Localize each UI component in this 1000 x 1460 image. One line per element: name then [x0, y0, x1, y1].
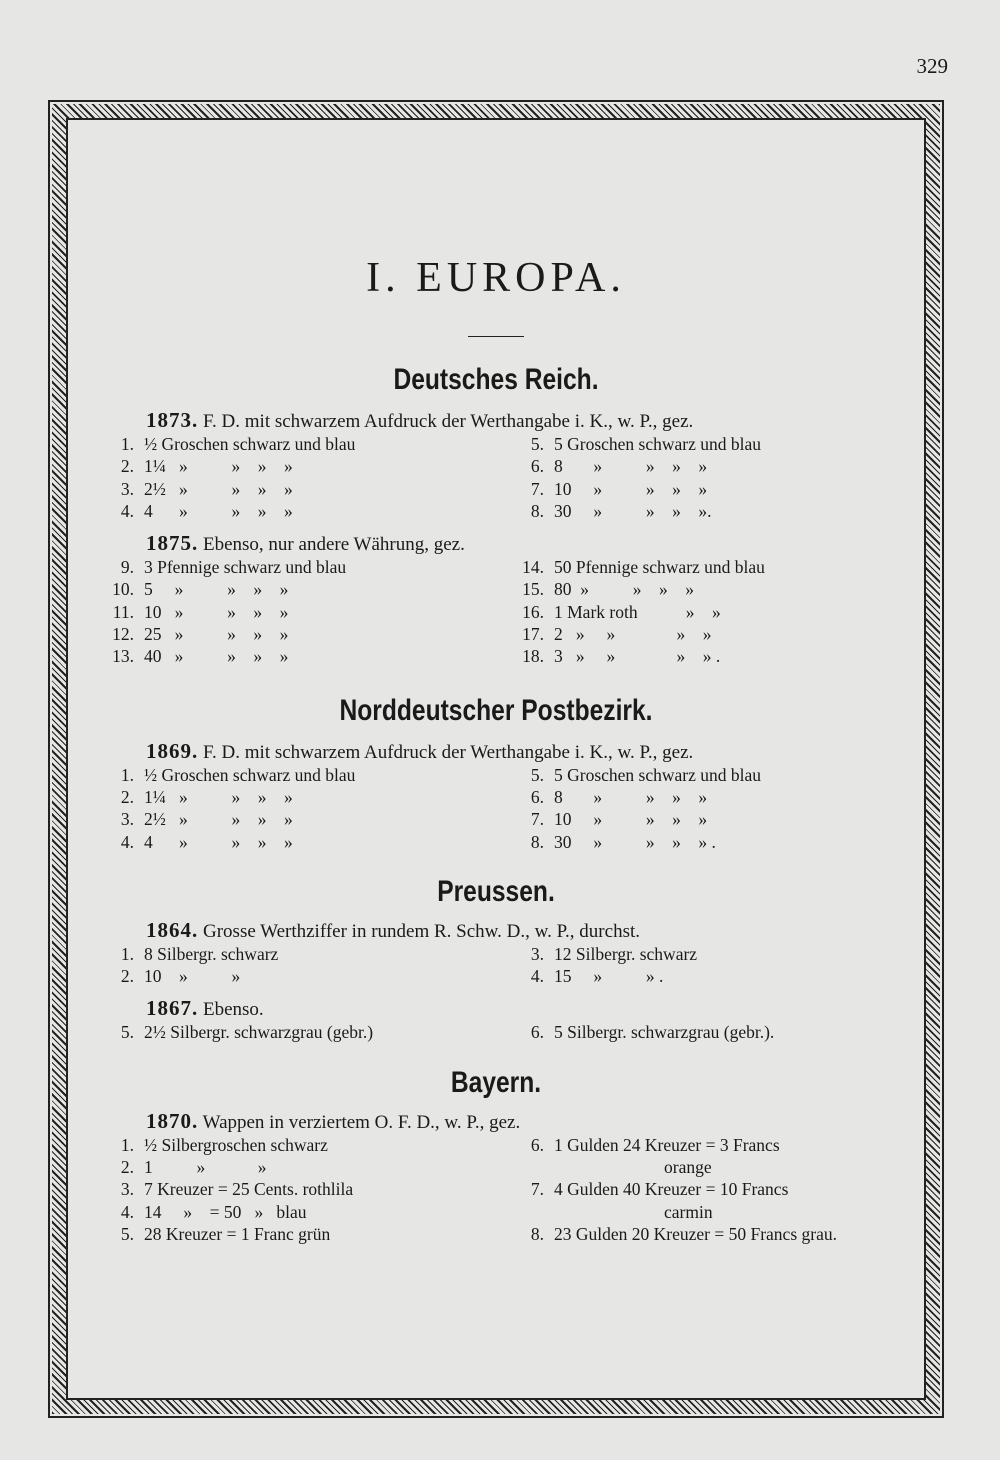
title-rule — [468, 336, 524, 337]
catalog-section — [96, 365, 896, 668]
stamp-column-left — [96, 556, 506, 667]
stamp-text: 5 Groschen schwarz und blau — [554, 764, 762, 785]
stamp-column-left — [96, 1021, 506, 1043]
issue-heading — [96, 1110, 896, 1134]
stamp-entry — [506, 455, 896, 477]
stamp-entry — [506, 623, 896, 645]
stamp-column-left — [96, 764, 506, 853]
issue-heading — [96, 997, 896, 1021]
stamp-number: 13. — [112, 646, 134, 667]
stamp-number: 4. — [120, 500, 134, 521]
stamp-text: 14 » = 50 » blau — [144, 1201, 307, 1222]
stamp-number: 3. — [120, 1179, 134, 1200]
issue-block — [96, 1110, 896, 1245]
stamp-number: 11. — [112, 601, 134, 622]
stamp-text: 1 » » — [144, 1157, 267, 1178]
stamp-entry — [506, 1021, 896, 1043]
issue-block — [96, 409, 896, 522]
stamp-text: 8 » » » » — [554, 786, 708, 807]
stamp-number: 15. — [522, 579, 544, 600]
stamp-number: 4. — [120, 1201, 134, 1222]
stamp-number: 6. — [530, 786, 544, 807]
stamp-number: 1. — [120, 1134, 134, 1155]
stamp-number: 1. — [120, 434, 134, 454]
stamp-entry — [96, 1021, 506, 1043]
stamp-entry — [506, 500, 896, 522]
stamp-text: 5 » » » » — [144, 579, 289, 600]
stamp-text: 25 » » » » — [144, 624, 289, 645]
stamp-entry — [506, 478, 896, 500]
issue-year: 1870. — [146, 1108, 199, 1133]
stamp-number: 2. — [120, 786, 134, 807]
stamp-entry — [96, 786, 506, 808]
stamp-entry — [96, 433, 506, 455]
stamp-text: ½ Groschen schwarz und blau — [144, 434, 356, 454]
stamp-number: 5. — [120, 1022, 134, 1043]
issue-heading — [96, 409, 896, 433]
stamp-number: 10. — [112, 579, 134, 600]
stamp-column-left — [96, 433, 506, 522]
stamp-entry — [96, 831, 506, 853]
stamp-entry — [96, 965, 506, 987]
stamp-number: 17. — [522, 624, 544, 645]
stamp-text: 4 Gulden 40 Kreuzer = 10 Francs — [554, 1179, 789, 1200]
stamp-column-left — [96, 943, 506, 988]
stamp-column-right — [506, 943, 896, 988]
stamp-text: 2½ » » » » — [144, 809, 293, 830]
stamp-entry — [506, 578, 896, 600]
stamp-text: 7 Kreuzer = 25 Cents. rothlila — [144, 1179, 354, 1200]
issue-description: Ebenso. — [198, 999, 264, 1021]
stamp-number: 2. — [120, 1157, 134, 1178]
stamp-entry — [506, 943, 896, 965]
stamp-entry — [96, 1201, 506, 1223]
stamp-number: 7. — [530, 809, 544, 830]
stamp-number: 12. — [112, 624, 134, 645]
section-title: Preussen. — [437, 874, 555, 908]
issue-block — [96, 997, 896, 1043]
issue-year: 1869. — [146, 738, 199, 763]
stamp-number: 1. — [120, 943, 134, 964]
stamp-entry — [96, 556, 506, 578]
stamp-entry — [96, 1223, 506, 1245]
stamp-text: 1¼ » » » » — [144, 786, 293, 807]
stamp-number: 4. — [120, 831, 134, 852]
stamp-number: 5. — [530, 764, 544, 785]
stamp-entry — [506, 1178, 896, 1200]
stamp-text: ½ Groschen schwarz und blau — [144, 764, 356, 785]
stamp-entry — [96, 601, 506, 623]
stamp-number: 18. — [522, 646, 544, 667]
stamp-entry — [96, 1178, 506, 1200]
issue-block — [96, 919, 896, 988]
stamp-text: 3 Pfennige schwarz und blau — [144, 557, 347, 578]
stamp-entry — [96, 500, 506, 522]
stamp-list — [96, 1134, 896, 1245]
stamp-entry — [506, 831, 896, 853]
stamp-number: 6. — [530, 1134, 544, 1155]
stamp-list — [96, 764, 896, 853]
stamp-entry — [96, 764, 506, 786]
stamp-number: 7. — [530, 478, 544, 499]
stamp-entry — [96, 808, 506, 830]
issue-year: 1875. — [146, 531, 199, 556]
sections — [96, 365, 896, 1245]
stamp-entry — [96, 478, 506, 500]
stamp-text: 23 Gulden 20 Kreuzer = 50 Francs grau. — [554, 1223, 837, 1244]
stamp-text: 80 » » » » — [554, 579, 694, 600]
stamp-text: 40 » » » » — [144, 646, 289, 667]
stamp-number: 7. — [530, 1179, 544, 1200]
stamp-text: 2½ » » » » — [144, 478, 293, 499]
stamp-entry — [506, 1156, 896, 1178]
issue-heading — [96, 532, 896, 556]
issue-year: 1873. — [146, 408, 199, 432]
stamp-text: 1 Gulden 24 Kreuzer = 3 Francs — [554, 1134, 780, 1155]
stamp-text: 10 » » » » — [554, 478, 708, 499]
stamp-text: 30 » » » ». — [554, 500, 721, 521]
stamp-column-right — [506, 1021, 896, 1043]
stamp-number: 16. — [522, 601, 544, 622]
issue-block — [96, 532, 896, 667]
stamp-number: 3. — [120, 478, 134, 499]
stamp-entry — [506, 645, 896, 667]
stamp-number: 8. — [530, 500, 544, 521]
stamp-text: ½ Silbergroschen schwarz — [144, 1134, 328, 1155]
stamp-text: 10 » » » » — [144, 601, 289, 622]
stamp-text: 30 » » » » . — [554, 831, 716, 852]
stamp-number: 5. — [120, 1223, 134, 1244]
stamp-entry — [96, 578, 506, 600]
stamp-entry — [506, 808, 896, 830]
stamp-entry — [96, 943, 506, 965]
stamp-entry — [506, 1223, 896, 1245]
issue-heading — [96, 919, 896, 943]
catalog-section — [96, 874, 896, 1044]
stamp-column-left — [96, 1134, 506, 1245]
page-number: 329 — [916, 54, 948, 78]
stamp-entry — [506, 965, 896, 987]
stamp-number — [506, 1201, 554, 1223]
stamp-number: 4. — [530, 966, 544, 987]
stamp-text: 8 Silbergr. schwarz — [144, 943, 279, 964]
stamp-column-right — [506, 556, 896, 667]
stamp-entry — [96, 1134, 506, 1156]
stamp-text: 3 » » » » . — [554, 646, 721, 667]
section-title: Norddeutscher Postbezirk. — [339, 693, 653, 727]
catalog-section — [96, 693, 896, 853]
stamp-number: 1. — [120, 764, 134, 785]
catalog-section — [96, 1065, 896, 1245]
stamp-text: 5 Silbergr. schwarzgrau (gebr.). — [554, 1022, 775, 1043]
stamp-text: 1 Mark roth » » — [554, 601, 721, 622]
stamp-number: 3. — [530, 943, 544, 964]
stamp-number: 8. — [530, 1223, 544, 1244]
stamp-entry — [96, 645, 506, 667]
stamp-number: 8. — [530, 831, 544, 852]
issue-description: Wappen in verziertem O. F. D., w. P., gez. — [198, 1111, 521, 1133]
stamp-entry — [506, 433, 896, 455]
issue-year: 1864. — [146, 917, 199, 942]
stamp-column-right — [506, 1134, 896, 1245]
stamp-text: 2 » » » » — [554, 624, 712, 645]
stamp-entry — [506, 764, 896, 786]
main-title: I. EUROPA. — [366, 255, 626, 301]
stamp-entry — [506, 1134, 896, 1156]
stamp-text: 4 » » » » — [144, 831, 293, 852]
stamp-text: carmin — [664, 1201, 713, 1222]
stamp-text: 12 Silbergr. schwarz — [554, 943, 698, 964]
stamp-number: 2. — [120, 456, 134, 477]
stamp-text: 2½ Silbergr. schwarzgrau (gebr.) — [144, 1022, 374, 1043]
stamp-entry — [506, 1201, 896, 1223]
section-title: Bayern. — [450, 1065, 542, 1099]
stamp-number: 6. — [530, 456, 544, 477]
issue-year: 1867. — [146, 996, 199, 1021]
stamp-text: 10 » » » » — [554, 809, 708, 830]
stamp-number: 5. — [530, 434, 544, 454]
stamp-text: orange — [664, 1157, 712, 1178]
issue-block — [96, 740, 896, 853]
issue-heading — [96, 740, 896, 764]
stamp-text: 8 » » » » — [554, 456, 708, 477]
stamp-text: 10 » » — [144, 966, 241, 987]
stamp-list — [96, 556, 896, 667]
stamp-text: 4 » » » » — [144, 500, 293, 521]
issue-description: Grosse Werthziffer in rundem R. Schw. D., w. P., durchst. — [198, 920, 640, 942]
section-title: Deutsches Reich. — [393, 363, 599, 396]
stamp-number: 2. — [120, 966, 134, 987]
stamp-column-right — [506, 433, 896, 522]
stamp-number: 9. — [120, 557, 134, 578]
stamp-number: 3. — [120, 809, 134, 830]
issue-description: F. D. mit schwarzem Aufdruck der Werthangabe i. K., w. P., gez. — [198, 741, 694, 763]
stamp-number: 14. — [522, 557, 544, 578]
stamp-entry — [506, 556, 896, 578]
stamp-entry — [96, 1156, 506, 1178]
stamp-list — [96, 1021, 896, 1043]
stamp-text: 28 Kreuzer = 1 Franc grün — [144, 1223, 331, 1244]
stamp-column-right — [506, 764, 896, 853]
stamp-entry — [506, 601, 896, 623]
stamp-entry — [96, 623, 506, 645]
page-content — [96, 130, 896, 1245]
stamp-text: 1¼ » » » » — [144, 456, 293, 477]
stamp-entry — [506, 786, 896, 808]
stamp-entry — [96, 455, 506, 477]
issue-description: Ebenso, nur andere Währung, gez. — [198, 534, 465, 556]
stamp-list — [96, 943, 896, 988]
stamp-text: 15 » » . — [554, 966, 664, 987]
stamp-text: 5 Groschen schwarz und blau — [554, 434, 762, 454]
stamp-number: 6. — [530, 1022, 544, 1043]
issue-description: F. D. mit schwarzem Aufdruck der Werthangabe i. K., w. P., gez. — [198, 411, 694, 432]
stamp-number — [506, 1156, 554, 1178]
stamp-text: 50 Pfennige schwarz und blau — [554, 557, 765, 578]
stamp-list — [96, 433, 896, 522]
